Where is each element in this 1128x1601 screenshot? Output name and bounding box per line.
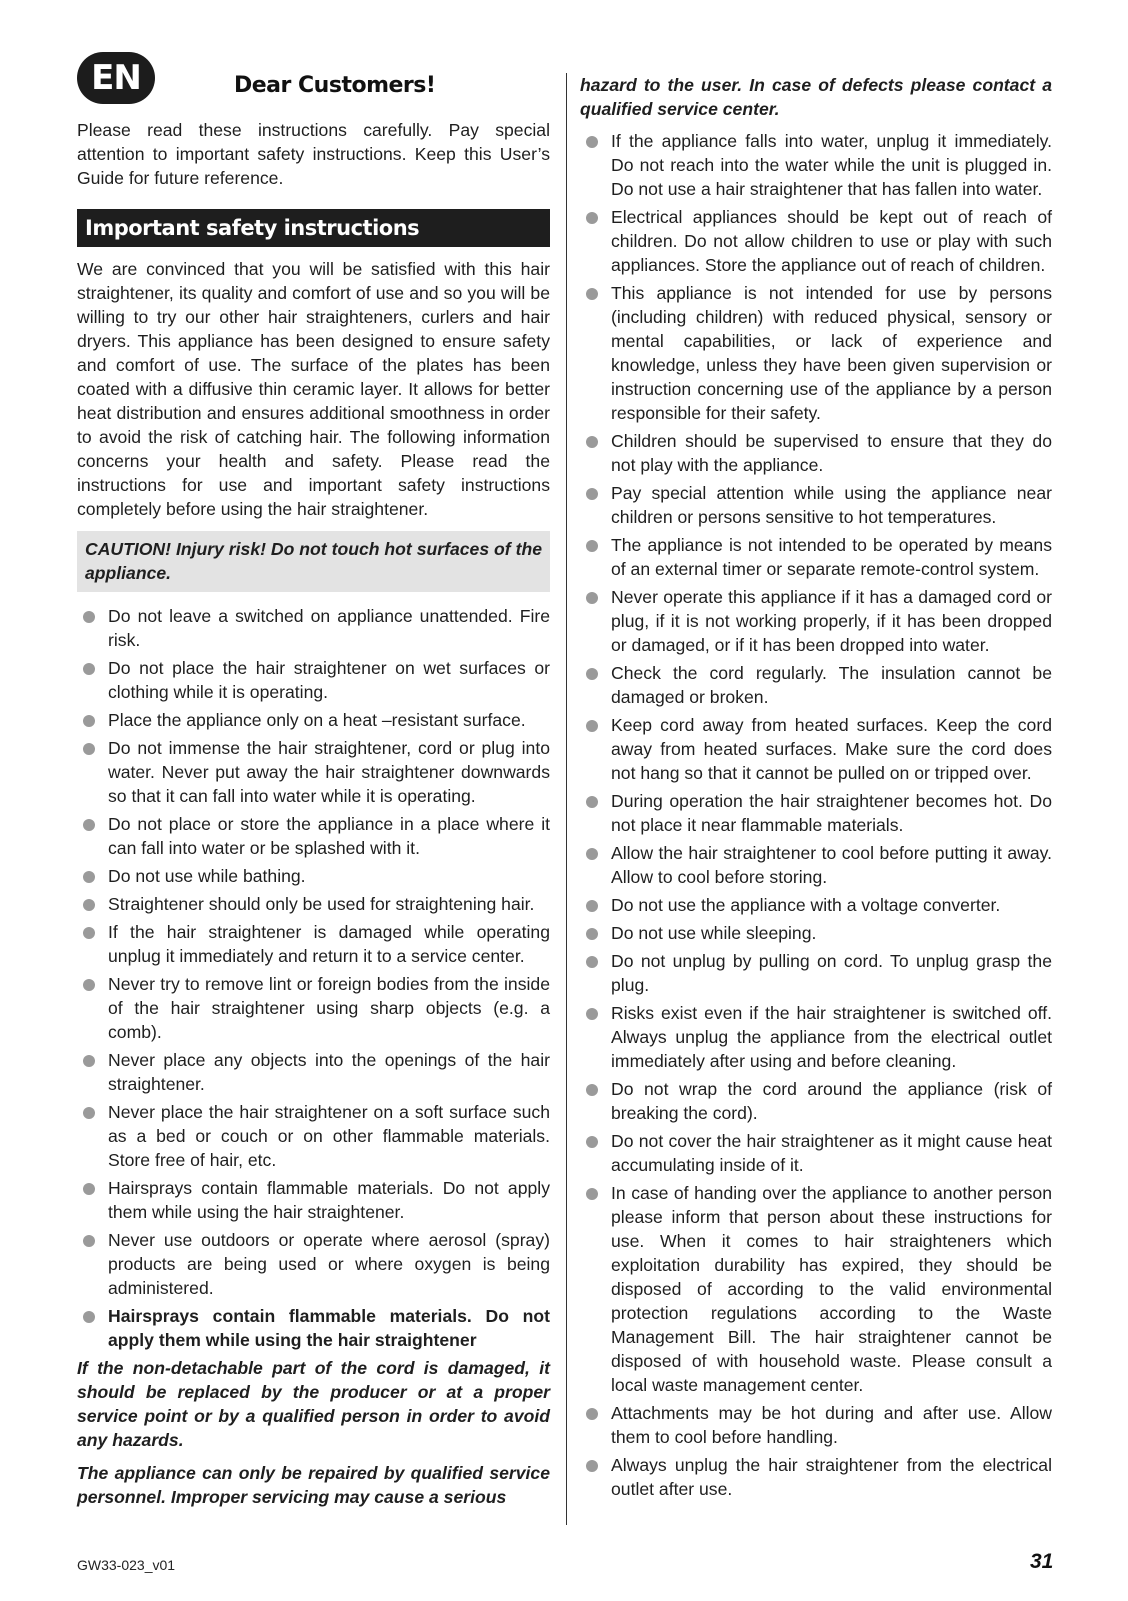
- intro-paragraph: Please read these instructions carefully. Pay special attention to important safety instructions. Keep this User’s Guide for future reference.: [77, 120, 550, 188]
- bullet-icon: [586, 1408, 598, 1420]
- list-item-text: The appliance is not intended to be operated by means of an external timer or separate remote-control system.: [611, 535, 1052, 579]
- list-item: [77, 736, 550, 808]
- list-item: [580, 1001, 1052, 1073]
- list-item: [580, 1401, 1052, 1449]
- list-item-text: Never place any objects into the openings of the hair straightener.: [108, 1050, 550, 1094]
- list-item: [77, 1228, 550, 1300]
- left-bullet-list: [77, 604, 550, 1352]
- list-item-text: Allow the hair straightener to cool before putting it away. Allow to cool before storing.: [611, 843, 1052, 887]
- bullet-icon: [586, 540, 598, 552]
- intro-body-paragraph: We are convinced that you will be satisfied with this hair straightener, its quality and comfort of use and so you will be willing to try our other hair straighteners, curlers and hair dryers. This appliance has been designed to ensure safety and comfort of use. The surface of the plates has been coated with a diffusive thin ceramic layer. It allows for better heat distribution and ensures additional smoothness in order to avoid the risk of catching hair. The following information concerns your health and safety. Please read the instructions for use and important safety instructions completely before using the hair straightener.: [77, 259, 550, 519]
- list-item-text: Do not use the appliance with a voltage converter.: [611, 895, 1001, 915]
- list-item-text: Do not unplug by pulling on cord. To unplug grasp the plug.: [611, 951, 1052, 995]
- list-item-text: Electrical appliances should be kept out of reach of children. Do not allow children to use or play with such appliances. Store the appliance out of reach of children.: [611, 207, 1052, 275]
- list-item: [580, 713, 1052, 785]
- list-item: [77, 864, 550, 888]
- list-item: [580, 429, 1052, 477]
- list-item: [580, 921, 1052, 945]
- bullet-icon: [586, 668, 598, 680]
- right-bullet-list: [580, 129, 1052, 1501]
- list-item: [77, 1048, 550, 1096]
- list-item-text: Always unplug the hair straightener from the electrical outlet after use.: [611, 1455, 1052, 1499]
- list-item-text: Do not leave a switched on appliance unattended. Fire risk.: [108, 606, 550, 650]
- list-item: [77, 656, 550, 704]
- list-item: [580, 661, 1052, 709]
- bullet-icon: [83, 663, 95, 675]
- list-item-text: Do not immense the hair straightener, cord or plug into water. Never put away the hair straightener downwards so that it can fall into water while it is operating.: [108, 738, 550, 806]
- list-item-text: Pay special attention while using the appliance near children or persons sensitive to hot temperatures.: [611, 483, 1052, 527]
- bullet-icon: [83, 899, 95, 911]
- bullet-icon: [83, 1055, 95, 1067]
- list-item-text: If the hair straightener is damaged while operating unplug it immediately and return it to a service center.: [108, 922, 550, 966]
- list-item-text: Attachments may be hot during and after use. Allow them to cool before handling.: [611, 1403, 1052, 1447]
- bullet-icon: [83, 927, 95, 939]
- bullet-icon: [83, 611, 95, 623]
- list-item-text: Hairsprays contain flammable materials. Do not apply them while using the hair straightener.: [108, 1178, 550, 1222]
- list-item-text: Do not cover the hair straightener as it might cause heat accumulating inside of it.: [611, 1131, 1052, 1175]
- bullet-icon: [83, 871, 95, 883]
- bullet-icon: [83, 743, 95, 755]
- list-item-text: Do not wrap the cord around the appliance (risk of breaking the cord).: [611, 1079, 1052, 1123]
- list-item-text: Do not use while sleeping.: [611, 923, 817, 943]
- list-item: [580, 893, 1052, 917]
- bullet-icon: [586, 848, 598, 860]
- bullet-icon: [83, 819, 95, 831]
- bullet-icon: [83, 1183, 95, 1195]
- list-item: [580, 481, 1052, 529]
- list-item: [580, 585, 1052, 657]
- list-item: [77, 708, 550, 732]
- list-item-text: Hairsprays contain flammable materials. Do not apply them while using the hair straightener: [108, 1306, 550, 1350]
- list-item-text: Place the appliance only on a heat –resistant surface.: [108, 710, 526, 730]
- list-item-text: Never operate this appliance if it has a damaged cord or plug, if it is not working properly, if it has been dropped or damaged, or if it has been dropped into water.: [611, 587, 1052, 655]
- right-column: [580, 73, 1052, 1505]
- list-item: [580, 789, 1052, 837]
- page-number: 31: [1030, 1550, 1054, 1573]
- bullet-icon: [83, 1107, 95, 1119]
- list-item: [580, 129, 1052, 201]
- list-item: [77, 1100, 550, 1172]
- list-item-text: Do not place the hair straightener on wet surfaces or clothing while it is operating.: [108, 658, 550, 702]
- list-item-text: Keep cord away from heated surfaces. Keep the cord away from heated surfaces. Make sure the cord does not hang so that it cannot be pulled on or tripped over.: [611, 715, 1052, 783]
- repair-warning: The appliance can only be repaired by qualified service personnel. Improper servicing may cause a serious: [77, 1463, 550, 1507]
- document-code: GW33-023_v01: [77, 1557, 176, 1573]
- list-item: [580, 1129, 1052, 1177]
- list-item: [77, 604, 550, 652]
- bullet-icon: [586, 212, 598, 224]
- bullet-icon: [586, 1188, 598, 1200]
- bullet-icon: [586, 928, 598, 940]
- column-divider: [566, 73, 567, 1525]
- list-item-text: Check the cord regularly. The insulation cannot be damaged or broken.: [611, 663, 1052, 707]
- list-item-text: Do not place or store the appliance in a place where it can fall into water or be splashed with it.: [108, 814, 550, 858]
- list-item: [77, 972, 550, 1044]
- list-item-emphasis: [77, 1304, 550, 1352]
- bullet-icon: [586, 592, 598, 604]
- bullet-icon: [586, 136, 598, 148]
- bullet-icon: [586, 1136, 598, 1148]
- cord-warning: If the non-detachable part of the cord is damaged, it should be replaced by the producer or at a proper service point or by a qualified person in order to avoid any hazards.: [77, 1358, 550, 1450]
- list-item-text: Do not use while bathing.: [108, 866, 306, 886]
- greeting-heading: Dear Customers!: [234, 73, 436, 98]
- bullet-icon: [83, 1235, 95, 1247]
- list-item-text: Straightener should only be used for straightening hair.: [108, 894, 535, 914]
- list-item: [580, 205, 1052, 277]
- list-item: [77, 892, 550, 916]
- bullet-icon: [586, 900, 598, 912]
- list-item: [580, 1453, 1052, 1501]
- bullet-icon: [586, 1460, 598, 1472]
- bullet-icon: [586, 956, 598, 968]
- bullet-icon: [586, 288, 598, 300]
- list-item: [77, 920, 550, 968]
- repair-warning-continued: hazard to the user. In case of defects please contact a qualified service center.: [580, 75, 1052, 119]
- bullet-icon: [83, 1311, 95, 1323]
- left-column: [77, 118, 550, 1518]
- bullet-icon: [83, 715, 95, 727]
- bullet-icon: [586, 720, 598, 732]
- list-item-text: During operation the hair straightener becomes hot. Do not place it near flammable materials.: [611, 791, 1052, 835]
- list-item: [77, 1176, 550, 1224]
- list-item-text: This appliance is not intended for use by persons (including children) with reduced physical, sensory or mental capabilities, or lack of experience and knowledge, unless they have been given supervision or instruction concerning use of the appliance by a person responsible for their safety.: [611, 283, 1052, 423]
- list-item: [580, 533, 1052, 581]
- bullet-icon: [83, 979, 95, 991]
- list-item: [580, 949, 1052, 997]
- bullet-icon: [586, 1084, 598, 1096]
- list-item-text: Never place the hair straightener on a soft surface such as a bed or couch or on other flammable materials. Store free of hair, etc.: [108, 1102, 550, 1170]
- list-item-text: If the appliance falls into water, unplug it immediately. Do not reach into the water while the unit is plugged in. Do not use a hair straightener that has fallen into water.: [611, 131, 1052, 199]
- list-item-text: Children should be supervised to ensure that they do not play with the appliance.: [611, 431, 1052, 475]
- list-item: [580, 281, 1052, 425]
- bullet-icon: [586, 436, 598, 448]
- list-item-text: In case of handing over the appliance to another person please inform that person about these instructions for use. When it comes to hair straighteners which exploitation durability has expired, they should be disposed of according to the valid environmental protection regulations according to the Waste Management Bill. The hair straightener cannot be disposed of with household waste. Please consult a local waste management center.: [611, 1183, 1052, 1395]
- bullet-icon: [586, 796, 598, 808]
- list-item-text: Risks exist even if the hair straightener is switched off. Always unplug the appliance from the electrical outlet immediately after using and before cleaning.: [611, 1003, 1052, 1071]
- section-heading: Important safety instructions: [77, 209, 550, 247]
- list-item: [77, 812, 550, 860]
- list-item-text: Never try to remove lint or foreign bodies from the inside of the hair straightener using sharp objects (e.g. a comb).: [108, 974, 550, 1042]
- language-badge: EN: [77, 52, 155, 104]
- list-item: [580, 1077, 1052, 1125]
- caution-box: CAUTION! Injury risk! Do not touch hot surfaces of the appliance.: [77, 531, 550, 592]
- list-item-text: Never use outdoors or operate where aerosol (spray) products are being used or where oxygen is being administered.: [108, 1230, 550, 1298]
- bullet-icon: [586, 488, 598, 500]
- list-item: [580, 1181, 1052, 1397]
- bullet-icon: [586, 1008, 598, 1020]
- list-item: [580, 841, 1052, 889]
